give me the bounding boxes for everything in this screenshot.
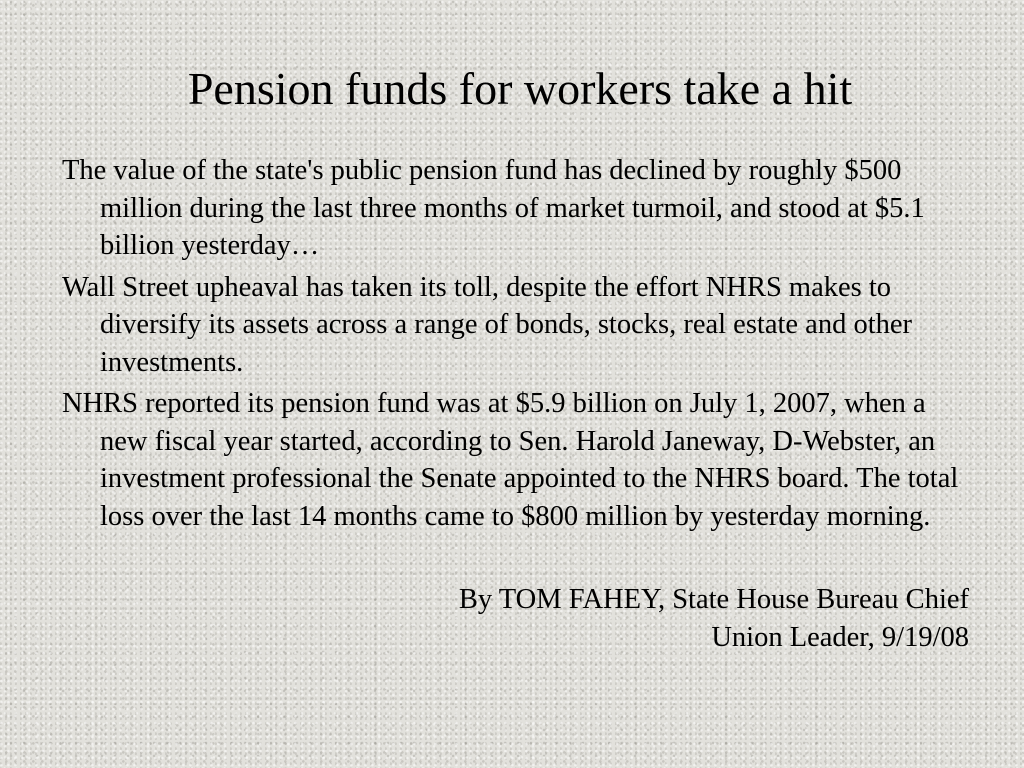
slide-body: [62, 152, 962, 539]
slide-title: Pension funds for workers take a hit: [187, 63, 853, 114]
body-paragraph: The value of the state's public pension fund has declined by roughly $500 million during the last three months of market turmoil, and stood at $5.1 billion yesterday…: [62, 155, 925, 261]
body-paragraph: NHRS reported its pension fund was at $5.9 billion on July 1, 2007, when a new fiscal year started, according to Sen. Harold Janeway, D-Webster, an investment professional the Senate appointed to the NHRS board. The total loss over the last 14 months came to $800 million by yesterday morning.: [62, 388, 959, 532]
byline-author: By TOM FAHEY, State House Bureau Chief: [458, 584, 969, 615]
byline-source: Union Leader, 9/19/08: [711, 621, 969, 653]
byline: [459, 581, 969, 656]
body-paragraph: Wall Street upheaval has taken its toll, despite the effort NHRS makes to diversify its assets across a range of bonds, stocks, real estate and other investments.: [62, 271, 913, 378]
